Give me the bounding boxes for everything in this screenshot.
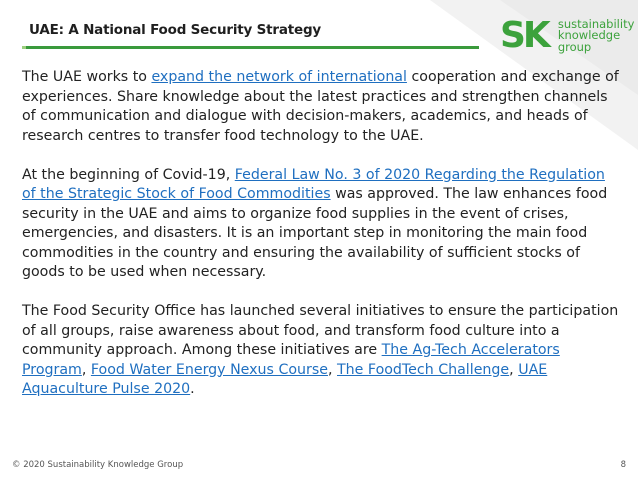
logo-mark: SK [500, 15, 548, 56]
footer-copyright: © 2020 Sustainability Knowledge Group [12, 460, 184, 470]
link-nexus-course[interactable]: Food Water Energy Nexus Course [90, 361, 328, 378]
paragraph-2 [22, 166, 622, 283]
paragraph-3 [22, 302, 622, 400]
link-agtech-accelerators[interactable]: The Ag-Tech Accelerators Program [22, 342, 560, 378]
logo-text-line2: knowledge [557, 28, 621, 43]
logo-text-line3: group [557, 39, 592, 54]
p2-text-before: At the beginning of Covid-19, [22, 166, 235, 183]
p3-separator-1: , [81, 361, 91, 378]
link-international-network[interactable]: expand the network of international [151, 69, 407, 85]
p1-text-after: cooperation and exchange of experiences. Share knowledge about the latest practices and strengthen channels of communication and dialogue with decision-makers, academics, and heads of research centres to transfer food technology to the UAE. [22, 69, 619, 144]
p3-separator-2: , [327, 361, 338, 378]
logo-text [557, 16, 635, 54]
paragraph-1 [22, 68, 622, 146]
link-federal-law[interactable]: Federal Law No. 3 of 2020 Regarding the Regulation of the Strategic Stock of Food Commodities [22, 166, 605, 202]
company-logo [500, 16, 634, 56]
page-number: 8 [620, 460, 626, 470]
page-title: UAE: A National Food Security Strategy [29, 22, 322, 38]
title-underline [22, 46, 479, 49]
title-underline-accent [22, 46, 26, 49]
link-aquaculture-pulse[interactable]: UAE Aquaculture Pulse 2020 [22, 361, 548, 397]
p3-separator-3: , [509, 361, 519, 378]
p2-text-after: was approved. The law enhances food security in the UAE and aims to organize food supplies in the event of crises, emergencies, and disasters. It is an important step in monitoring the main food commodities in the country and ensuring the availability of sufficient stocks of goods to be used when necessary. [22, 186, 608, 280]
p1-text-before: The UAE works to [22, 69, 152, 85]
p3-text-end: . [190, 381, 195, 397]
link-foodtech-challenge[interactable]: The FoodTech Challenge [337, 361, 510, 378]
logo-text-line1: sustainability [557, 16, 635, 31]
body-content [22, 68, 622, 419]
p3-text-before: The Food Security Office has launched several initiatives to ensure the participation of all groups, raise awareness about food, and transform food culture into a community approach. Among these initiatives are [22, 303, 619, 358]
